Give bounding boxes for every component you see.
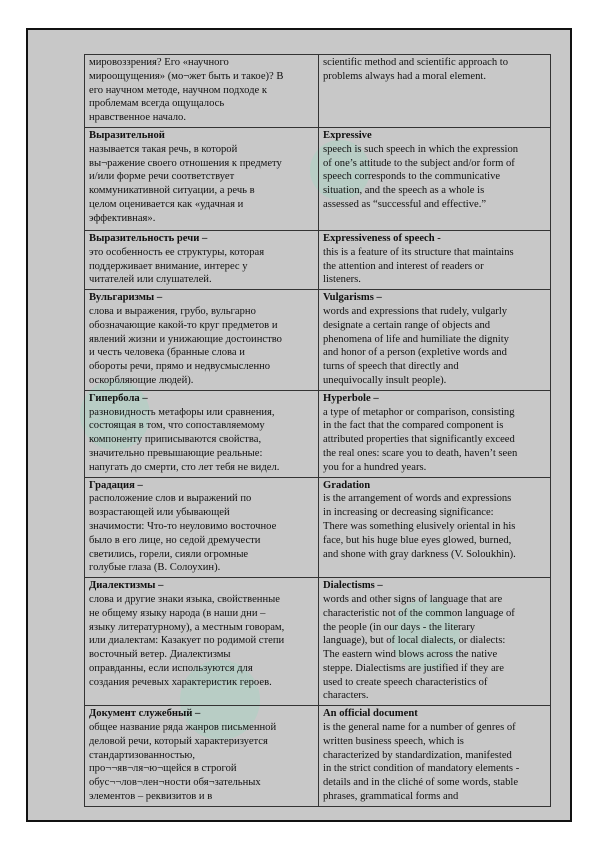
en-cell xyxy=(319,55,551,128)
ru-definition: мировоззрения? Его «научного мироощущения» (мо¬жет быть и такое)? В его научном методе, научном подходе к проблемам всегда ощущалось нравственное начало. xyxy=(89,57,284,124)
ru-definition: называется такая речь, в которой вы¬ражение своего отношения к предмету и/или форме речи соответствует коммуникативной ситуации, а речь в целом оценивается как «удачная и эффективная». xyxy=(89,143,282,224)
en-definition: words and other signs of language that are characteristic not of the common language of the people (in our days - the literary language), but of local dialects, or dialects: The eastern wind blows across the native steppe. Dialectisms are justified if they are used to create speech characteristics of characters. xyxy=(323,593,515,702)
ru-term: Гипербола – xyxy=(89,392,148,404)
ru-cell xyxy=(85,477,319,578)
ru-cell xyxy=(85,55,319,128)
en-cell xyxy=(319,477,551,578)
table-row xyxy=(85,230,551,289)
ru-cell xyxy=(85,230,319,289)
table-row xyxy=(85,390,551,477)
en-cell xyxy=(319,290,551,391)
ru-term: Документ служебный – xyxy=(89,708,201,720)
ru-cell xyxy=(85,390,319,477)
en-cell xyxy=(319,230,551,289)
ru-term: Градация – xyxy=(89,479,143,491)
en-definition: speech is such speech in which the expression of one’s attitude to the subject and/or form of speech corresponds to the communicative situation, and the speech as a whole is assessed as “successful and effective.” xyxy=(323,143,519,210)
table-row xyxy=(85,578,551,706)
glossary-table xyxy=(84,54,551,807)
en-definition: is the arrangement of words and expressions in increasing or decreasing significance: There was something elusively oriental in his face, but his huge blue eyes glowed, burned, and shone with gray darkness (V. Soloukhin). xyxy=(323,493,516,560)
en-term: Vulgarisms – xyxy=(323,292,382,304)
en-term: Gradation xyxy=(323,479,371,491)
ru-term: Выразительность речи – xyxy=(89,232,208,244)
ru-definition: общее название ряда жанров письменной деловой речи, который характеризуется стандартизованностью, про¬¬яв¬ля¬ю¬щейся в строгой обус¬¬лов¬лен¬ности обя¬зательных элементов – реквизитов и в xyxy=(89,722,277,803)
en-term: Expressiveness of speech - xyxy=(323,232,441,244)
en-cell xyxy=(319,390,551,477)
ru-cell xyxy=(85,127,319,230)
ru-definition: слова и выражения, грубо, вульгарно обозначающие какой-то круг предметов и явлений жизни и унижающие достоинство и честь человека (бранные слова и обороты речи, прямо и недвусмысленно оскорбляющие людей). xyxy=(89,305,282,386)
en-term: Dialectisms – xyxy=(323,580,383,592)
ru-definition: разновидность метафоры или сравнения, состоящая в том, что сопоставляемому компоненту приписываются свойства, значительно превышающие реальные: напугать до смерти, сто лет тебя не видел. xyxy=(89,406,280,473)
table-row xyxy=(85,706,551,807)
table-row xyxy=(85,127,551,230)
ru-definition: слова и другие знаки языка, свойственные не общему языку народа (в наши дни – языку литературному), а местным говорам, или диалектам: Казакует по родимой степи восточный ветер. Диалектизмы оправданны, если используются для создания речевых характеристик героев. xyxy=(89,593,285,688)
ru-cell xyxy=(85,706,319,807)
ru-cell xyxy=(85,290,319,391)
table-row xyxy=(85,55,551,128)
ru-term: Вульгаризмы – xyxy=(89,292,163,304)
en-cell xyxy=(319,578,551,706)
en-term: Hyperbole – xyxy=(323,392,379,404)
en-cell xyxy=(319,706,551,807)
en-definition: scientific method and scientific approach to problems always had a moral element. xyxy=(323,57,509,82)
en-term: Expressive xyxy=(323,129,372,141)
table-row xyxy=(85,477,551,578)
ru-term: Выразительной xyxy=(89,129,165,141)
en-term: An official document xyxy=(323,708,418,720)
ru-definition: это особенность ее структуры, которая поддерживает внимание, интерес у читателей или слушателей. xyxy=(89,246,265,286)
ru-cell xyxy=(85,578,319,706)
en-definition: is the general name for a number of genres of written business speech, which is characterized by standardization, manifested in the strict condition of mandatory elements - details and in the cliché of some words, stable phrases, grammatical forms and xyxy=(323,722,520,803)
en-cell xyxy=(319,127,551,230)
en-definition: a type of metaphor or comparison, consisting in the fact that the compared component is attributed properties that significantly exceed the real ones: scare you to death, haven’t seen you for a hundred years. xyxy=(323,406,518,473)
table-row xyxy=(85,290,551,391)
en-definition: words and expressions that rudely, vulgarly designate a certain range of objects and phenomena of life and humiliate the dignity and honor of a person (expletive words and turns of speech that directly and unequivocally insult people). xyxy=(323,305,509,386)
ru-term: Диалектизмы – xyxy=(89,580,164,592)
en-definition: this is a feature of its structure that maintains the attention and interest of readers or listeners. xyxy=(323,246,514,286)
ru-definition: расположение слов и выражений по возрастающей или убывающей значимости: Что-то неуловимо восточное было в его лице, но седой дремучести светились, горели, сияли огромные голубые глаза (В. Солоухин). xyxy=(89,493,277,574)
